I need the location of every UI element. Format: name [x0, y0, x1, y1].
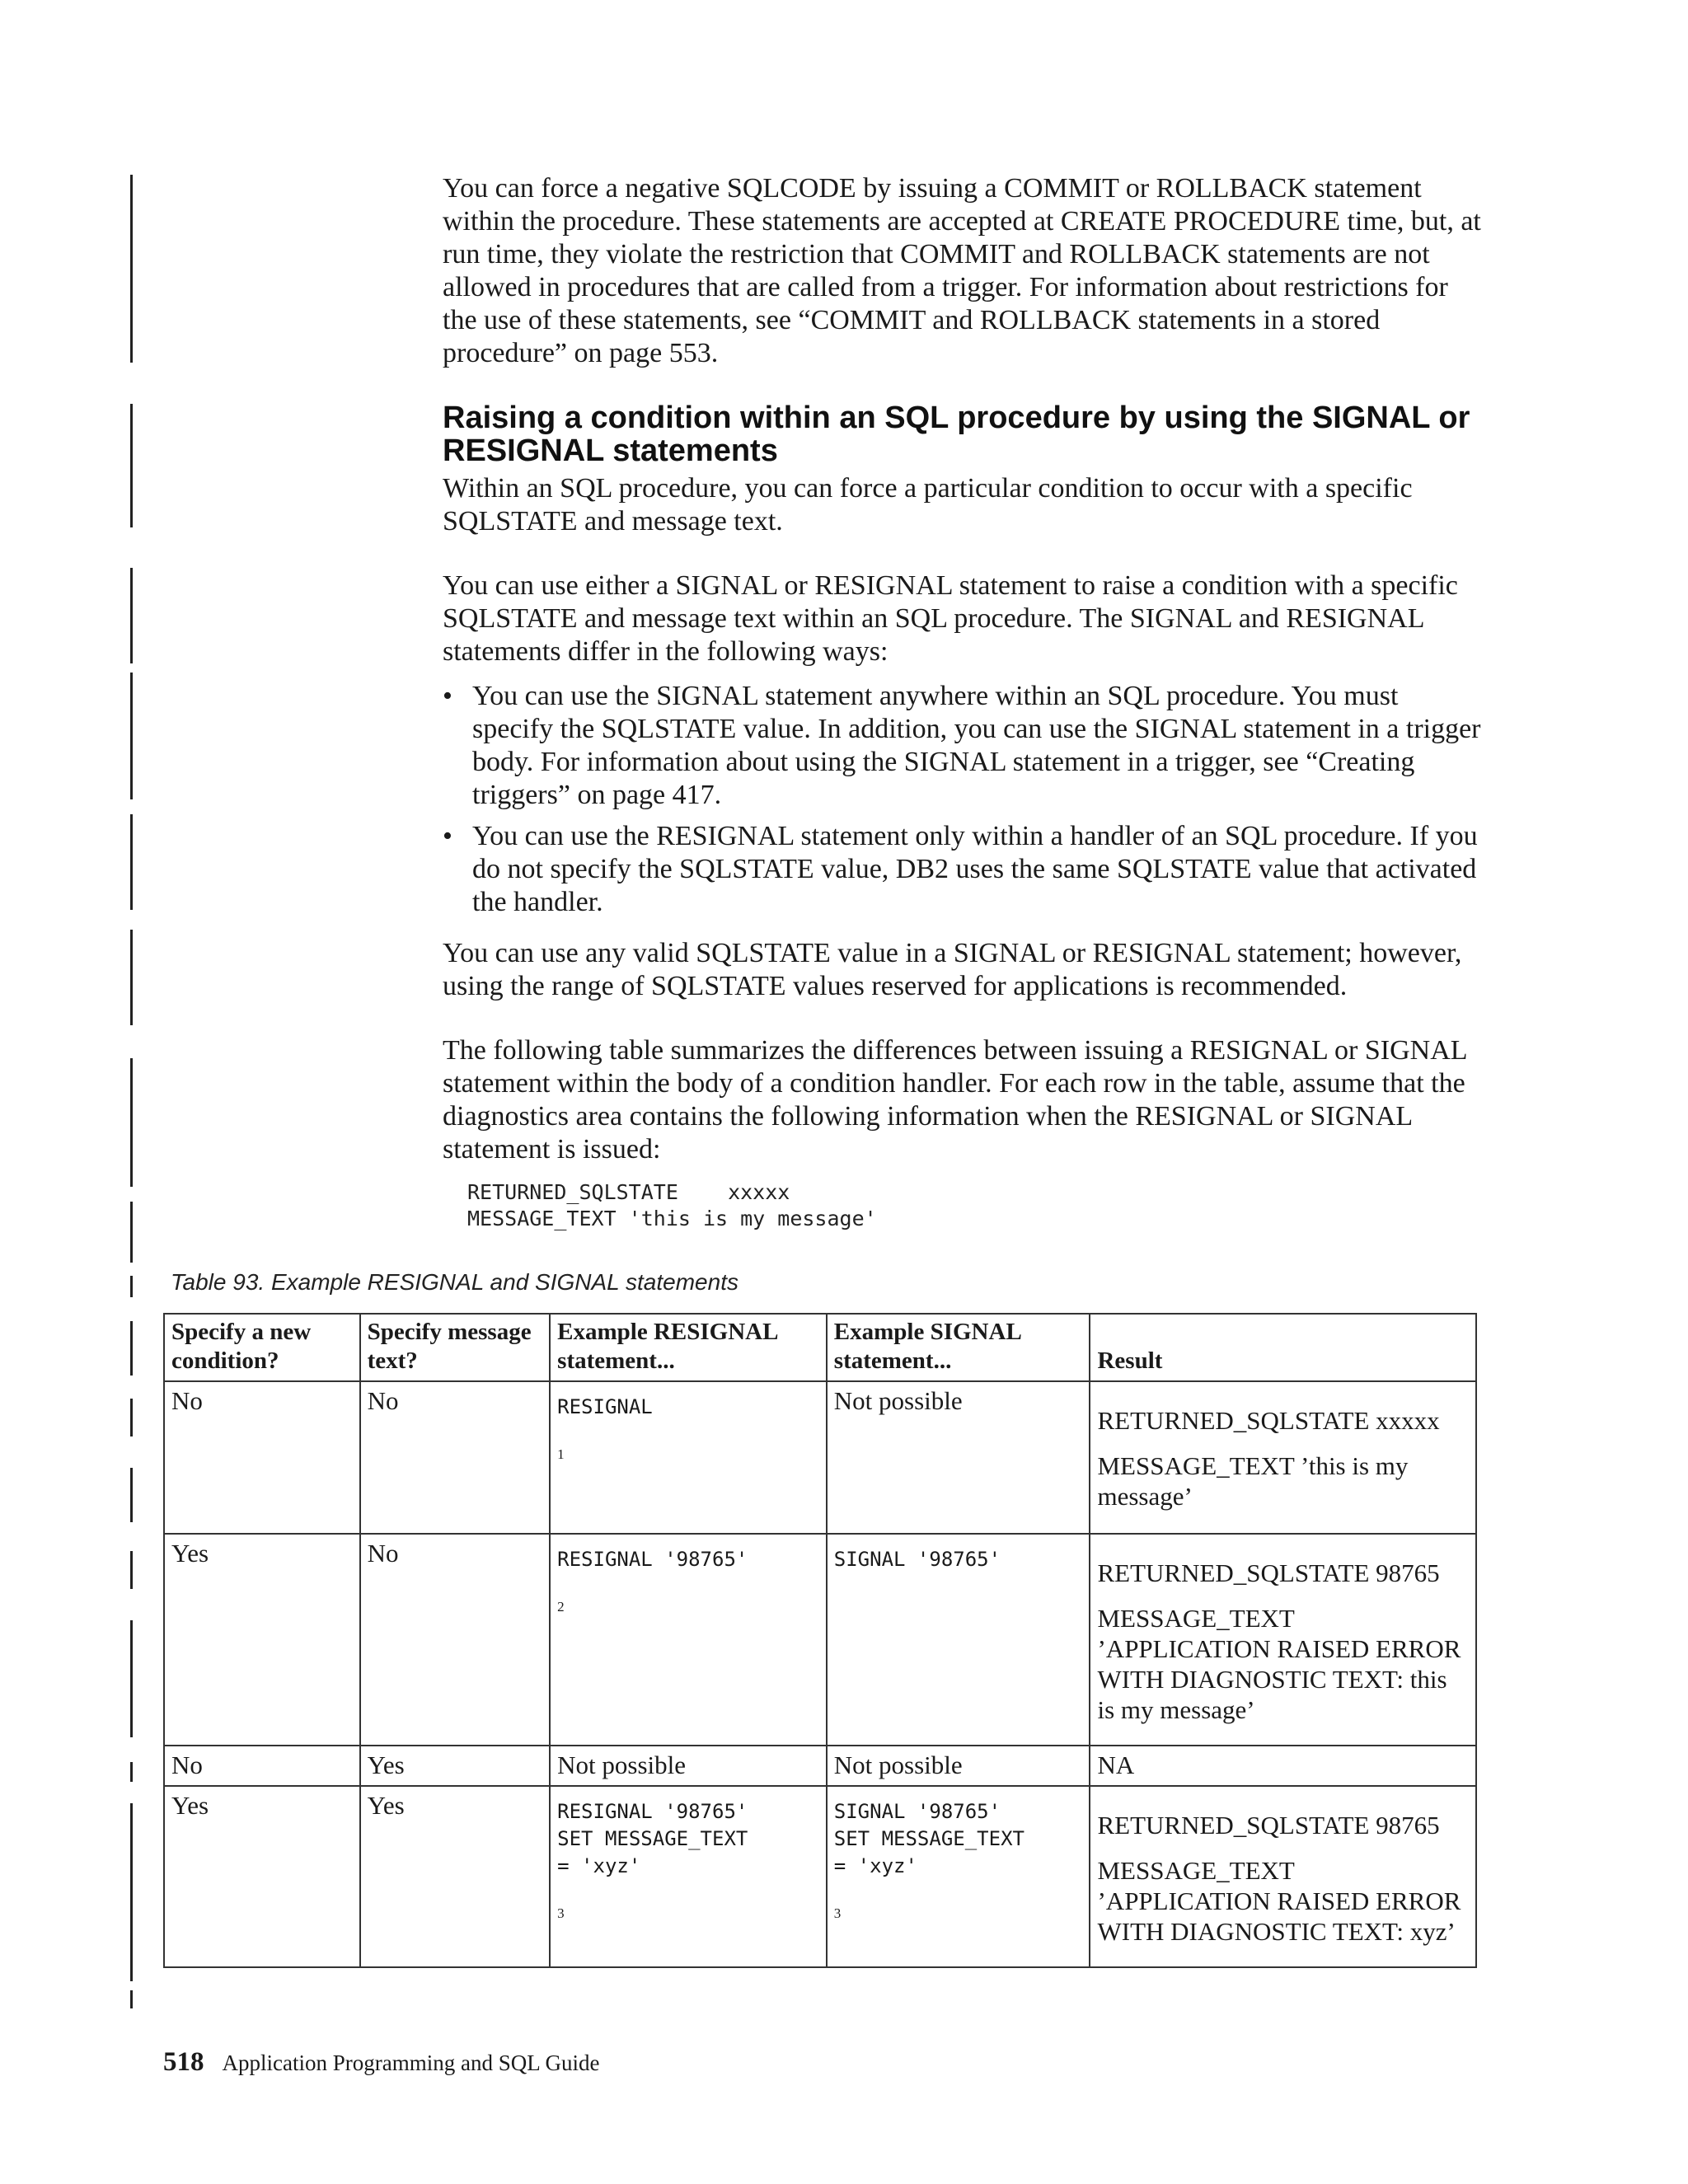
resignal-statement: RESIGNAL — [557, 1395, 653, 1418]
paragraph-table-summary: The following table summarizes the differences between issuing a RESIGNAL or SIGNAL statement within the body of a condition handler. For each row in the table, assume that the diagnostics area contains the following information when the RESIGNAL or SIGNAL statement is issued: — [443, 1035, 1467, 1165]
table-cell: Not possible — [827, 1381, 1090, 1534]
revision-bar — [130, 1399, 133, 1436]
footnote-ref: 2 — [557, 1599, 565, 1615]
revision-bar — [130, 568, 133, 663]
table-cell — [1090, 1381, 1476, 1534]
result-message: MESSAGE_TEXT ’this is my message’ — [1097, 1451, 1409, 1511]
table-cell — [1090, 1786, 1476, 1967]
revision-bar — [130, 1803, 133, 1981]
column-header: Specify a new condition? — [164, 1314, 360, 1381]
table-cell: Yes — [360, 1786, 551, 1967]
revision-bar — [130, 404, 133, 527]
table-cell: No — [360, 1381, 551, 1534]
table-cell — [827, 1786, 1090, 1967]
table-cell: Not possible — [827, 1746, 1090, 1786]
result-sqlstate: RETURNED_SQLSTATE 98765 — [1097, 1811, 1440, 1840]
table-header-row — [164, 1314, 1476, 1381]
column-header: Specify message text? — [360, 1314, 551, 1381]
table-row — [164, 1786, 1476, 1967]
table-cell: No — [164, 1381, 360, 1534]
bullet-glyph: • — [443, 821, 452, 851]
table-row — [164, 1381, 1476, 1534]
table-cell — [1090, 1534, 1476, 1746]
column-header: Result — [1090, 1314, 1476, 1381]
table-cell — [550, 1381, 827, 1534]
footnote-ref: 1 — [557, 1446, 565, 1462]
table-row — [164, 1746, 1476, 1786]
section-heading: Raising a condition within an SQL procedure by using the SIGNAL or RESIGNAL statements — [443, 401, 1470, 468]
list-item — [443, 820, 1481, 919]
paragraph-valid-sqlstate: You can use any valid SQLSTATE value in a SIGNAL or RESIGNAL statement; however, using the range of SQLSTATE values reserved for applications is recommended. — [443, 938, 1462, 1001]
list-item — [443, 680, 1481, 812]
table-caption: Table 93. Example RESIGNAL and SIGNAL statements — [171, 1269, 738, 1295]
table-cell: Yes — [164, 1534, 360, 1746]
table-cell: Yes — [360, 1746, 551, 1786]
result-message: MESSAGE_TEXT ’APPLICATION RAISED ERROR WITH DIAGNOSTIC TEXT: this is my message’ — [1097, 1604, 1461, 1724]
revision-bar — [130, 930, 133, 1025]
revision-bar — [130, 1468, 133, 1522]
revision-bars — [130, 0, 135, 2184]
table-cell: Not possible — [550, 1746, 827, 1786]
revision-bar — [130, 1620, 133, 1737]
table-row — [164, 1534, 1476, 1746]
table-cell — [827, 1534, 1090, 1746]
column-header: Example RESIGNAL statement... — [550, 1314, 827, 1381]
paragraph-signal-resignal: You can use either a SIGNAL or RESIGNAL statement to raise a condition with a specific SQLSTATE and message text within an SQL procedure. The SIGNAL and RESIGNAL statements differ in the following ways: — [443, 570, 1458, 667]
code-example: RETURNED_SQLSTATE xxxxx MESSAGE_TEXT 'this is my message' — [467, 1180, 877, 1230]
table-cell: NA — [1090, 1746, 1476, 1786]
revision-bar — [130, 1551, 133, 1589]
page-footer — [163, 2047, 599, 2078]
signal-statement: SIGNAL '98765' — [833, 1548, 1001, 1571]
revision-bar — [130, 814, 133, 910]
list-item-text: You can use the RESIGNAL statement only within a handler of an SQL procedure. If you do not specify the SQLSTATE value, DB2 uses the same SQLSTATE value that activated the handler. — [472, 821, 1478, 917]
table-cell: No — [164, 1746, 360, 1786]
bullet-list — [443, 680, 1481, 919]
paragraph-commit-rollback: You can force a negative SQLCODE by issuing a COMMIT or ROLLBACK statement within the procedure. These statements are accepted at CREATE PROCEDURE time, but, at run time, they violate the restriction that COMMIT and ROLLBACK statements are not allowed in procedures that are called from a trigger. For information about restrictions for the use of these statements, see “COMMIT and ROLLBACK statements in a stored procedure” on page 553. — [443, 173, 1481, 368]
revision-bar — [130, 1321, 133, 1376]
signal-statement: SIGNAL '98765' SET MESSAGE_TEXT = 'xyz' — [833, 1800, 1025, 1877]
revision-bar — [130, 1058, 133, 1187]
result-sqlstate: RETURNED_SQLSTATE xxxxx — [1097, 1406, 1440, 1435]
paragraph-intro: Within an SQL procedure, you can force a particular condition to occur with a specific SQLSTATE and message text. — [443, 473, 1413, 537]
table-cell — [550, 1786, 827, 1967]
column-header: Example SIGNAL statement... — [827, 1314, 1090, 1381]
revision-bar — [130, 175, 133, 363]
revision-bar — [130, 1990, 133, 2008]
footnote-ref: 3 — [833, 1905, 842, 1921]
example-table — [163, 1313, 1477, 1968]
resignal-statement: RESIGNAL '98765' — [557, 1548, 748, 1571]
table-cell — [550, 1534, 827, 1746]
table-cell: No — [360, 1534, 551, 1746]
result-message: MESSAGE_TEXT ’APPLICATION RAISED ERROR WITH DIAGNOSTIC TEXT: xyz’ — [1097, 1856, 1461, 1946]
revision-bar — [130, 673, 133, 799]
footnote-ref: 3 — [557, 1905, 565, 1921]
book-title: Application Programming and SQL Guide — [222, 2050, 600, 2075]
result-sqlstate: RETURNED_SQLSTATE 98765 — [1097, 1558, 1440, 1587]
table-cell: Yes — [164, 1786, 360, 1967]
list-item-text: You can use the SIGNAL statement anywhere within an SQL procedure. You must specify the SQLSTATE value. In addition, you can use the SIGNAL statement in a trigger body. For information about using the SIGNAL statement in a trigger, see “Creating triggers” on page 417. — [472, 681, 1481, 810]
resignal-statement: RESIGNAL '98765' SET MESSAGE_TEXT = 'xyz' — [557, 1800, 748, 1877]
revision-bar — [130, 1276, 133, 1297]
page-number: 518 — [163, 2047, 204, 2077]
page-content — [443, 172, 1481, 1232]
revision-bar — [130, 1202, 133, 1263]
bullet-glyph: • — [443, 681, 452, 711]
revision-bar — [130, 1762, 133, 1782]
